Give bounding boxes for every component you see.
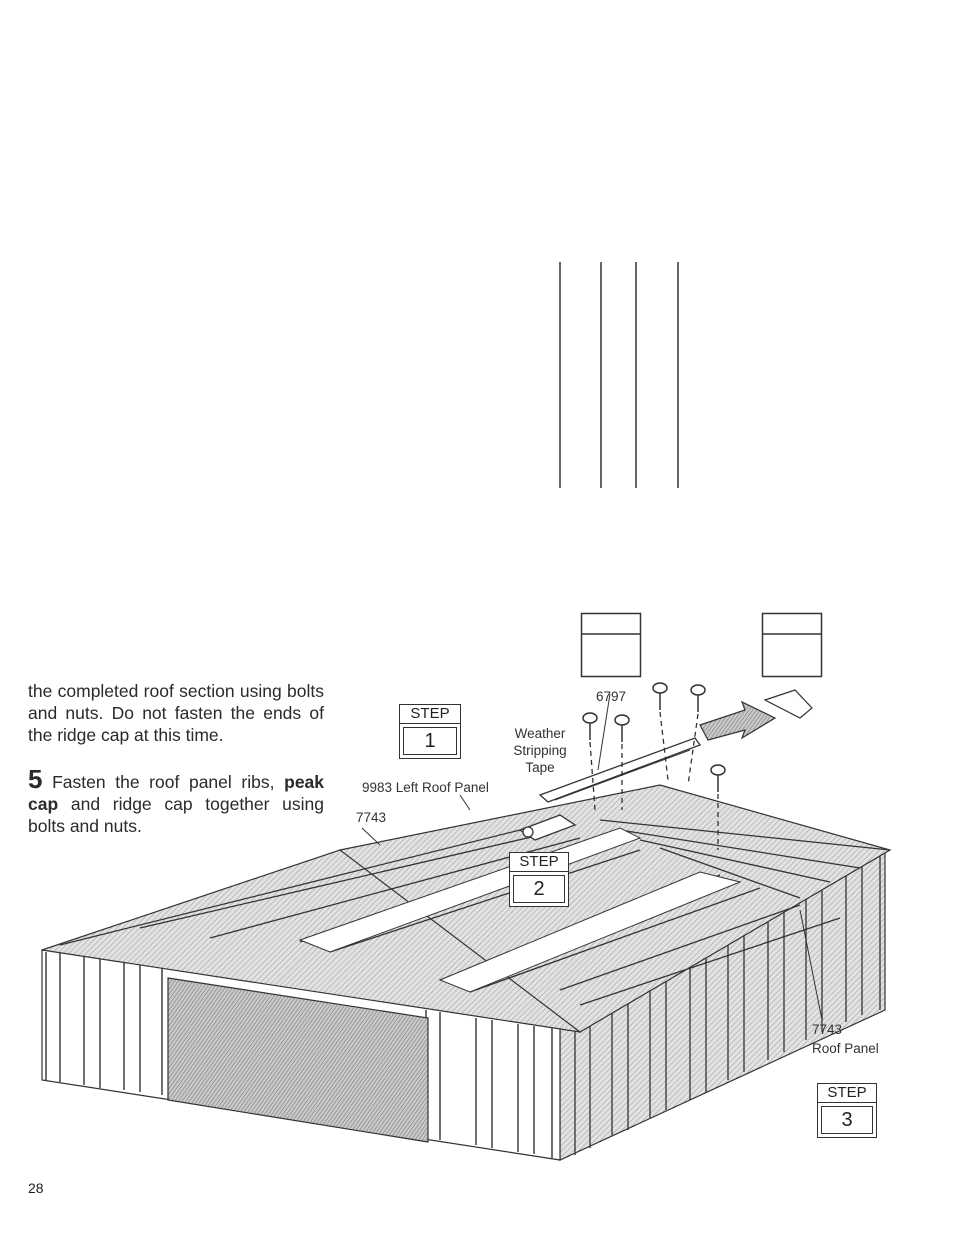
step-1-box: STEP 1 — [399, 704, 461, 759]
instruction-continued: the completed roof section using bolts and nuts. Do not fasten the ends of the ridge cap at this time. — [28, 681, 324, 745]
page-number: 28 — [28, 1180, 44, 1196]
step-3-box: STEP 3 — [817, 1083, 877, 1138]
label-part-7743-right: 7743 — [812, 1022, 843, 1037]
shed-roof-illustration — [0, 660, 954, 1180]
label-part-6797: 6797 — [596, 689, 627, 704]
label-left-roof-panel: 9983 Left Roof Panel — [362, 780, 489, 795]
label-part-7743-left: 7743 — [356, 810, 387, 825]
step-5-number: 5 — [28, 764, 43, 794]
column-rules — [0, 0, 954, 600]
step-2-box: STEP 2 — [509, 852, 569, 907]
label-roof-panel: Roof Panel — [812, 1041, 879, 1056]
instruction-step-5: 5 Fasten the roof panel ribs, peak cap and ridge cap together using bolts and nuts. — [28, 764, 325, 836]
label-weather-stripping-tape: Weather Stripping Tape — [513, 726, 567, 775]
